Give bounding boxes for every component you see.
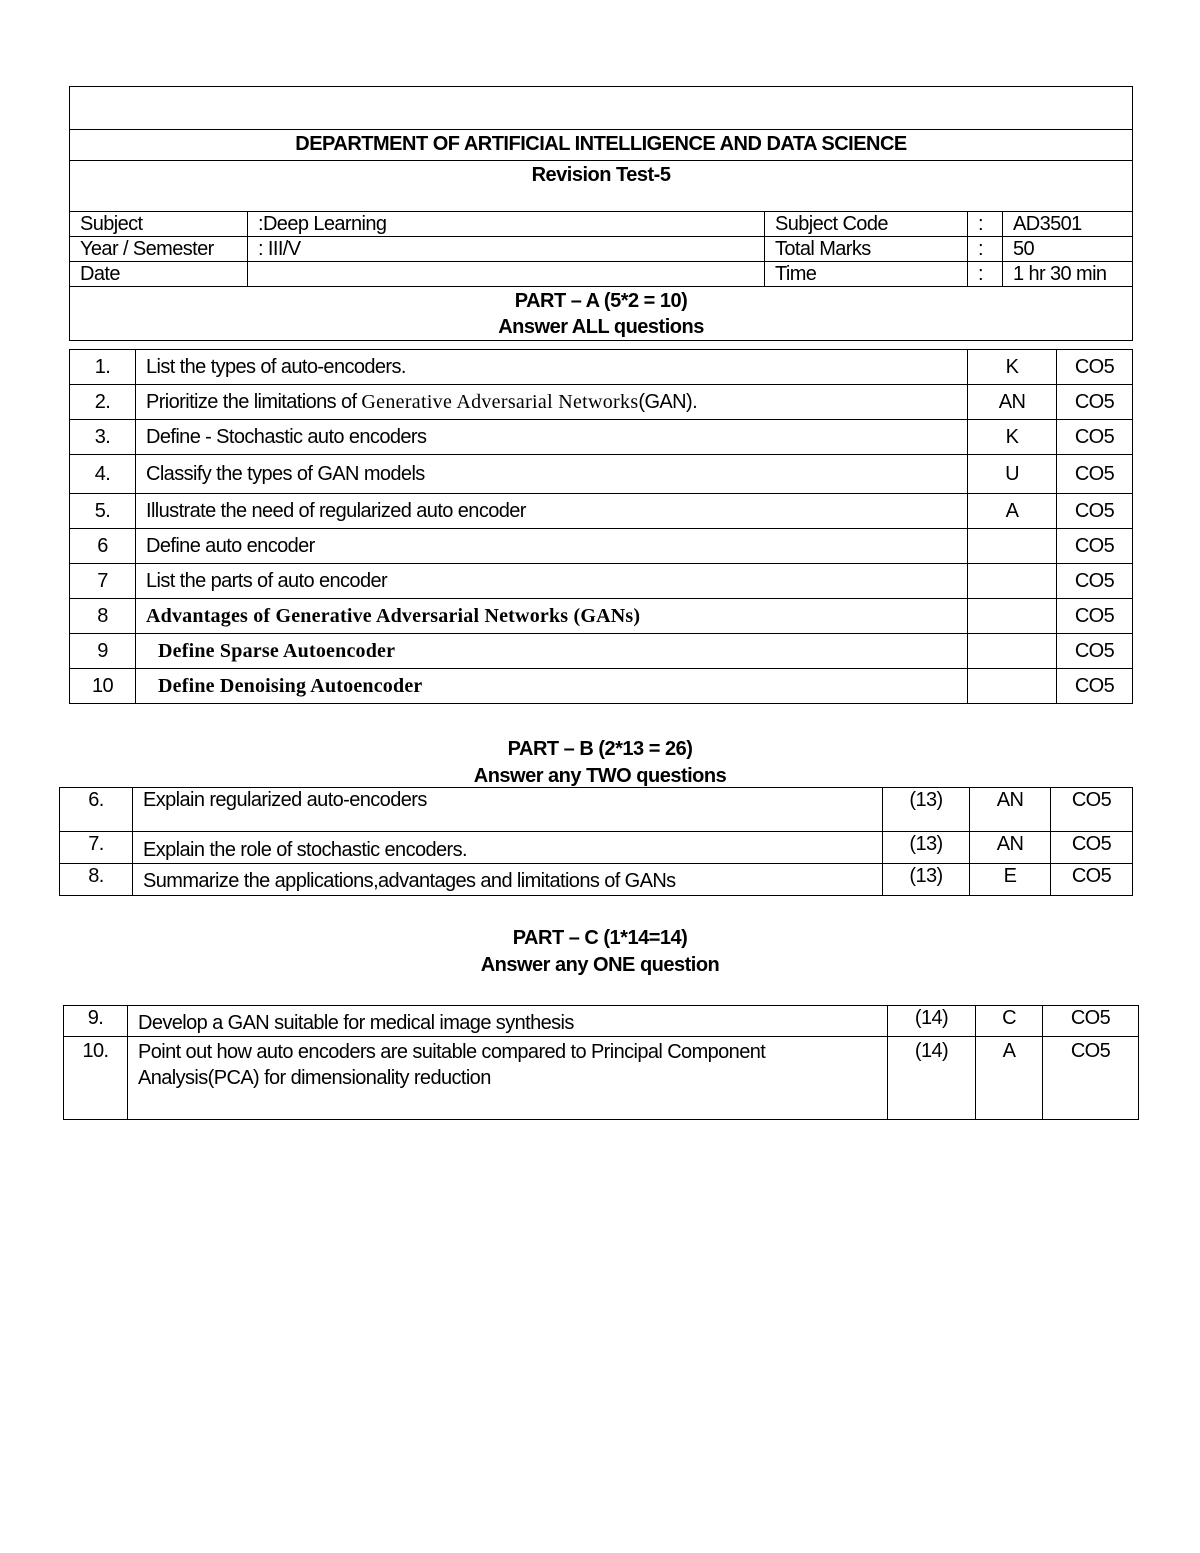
subject-row <box>70 212 1133 237</box>
course-outcome: CO5 <box>1057 564 1133 599</box>
table-row <box>60 832 1133 864</box>
part-c-title: PART – C (1*14=14) <box>512 927 688 949</box>
table-row <box>70 599 1133 634</box>
question-text: Define Sparse Autoencoder <box>136 634 968 669</box>
marks: (13) <box>883 832 970 864</box>
table-row <box>70 420 1133 455</box>
course-outcome: CO5 <box>1043 1037 1139 1120</box>
subject-label: Subject <box>70 212 248 237</box>
question-text-suffix: (GAN). <box>638 391 698 413</box>
question-text-serif: Generative Adversarial Networks <box>361 391 639 413</box>
part-a-title: PART – A (5*2 = 10) <box>514 290 688 312</box>
question-text: Point out how auto encoders are suitable compared to Principal Component Analysis(PCA) for dimensionality reduction <box>128 1037 888 1120</box>
question-text: Classify the types of GAN models <box>136 455 968 494</box>
knowledge-level <box>968 529 1057 564</box>
subject-code-label: Subject Code <box>765 212 968 237</box>
part-c-instruction: Answer any ONE question <box>480 954 720 976</box>
knowledge-level: E <box>970 864 1051 896</box>
department-title: DEPARTMENT OF ARTIFICIAL INTELLIGENCE AND DATA SCIENCE <box>70 130 1133 161</box>
question-text: List the types of auto-encoders. <box>136 350 968 385</box>
year-row <box>70 237 1133 262</box>
question-text: Explain regularized auto-encoders <box>133 788 883 832</box>
question-number: 2. <box>70 385 136 420</box>
question-number: 5. <box>70 494 136 529</box>
year-label: Year / Semester <box>70 237 248 262</box>
test-title: Revision Test-5 <box>70 161 1133 212</box>
course-outcome: CO5 <box>1057 634 1133 669</box>
course-outcome: CO5 <box>1051 832 1133 864</box>
knowledge-level: A <box>976 1037 1043 1120</box>
question-text: Illustrate the need of regularized auto encoder <box>136 494 968 529</box>
part-b-title: PART – B (2*13 = 26) <box>507 738 693 760</box>
course-outcome: CO5 <box>1057 455 1133 494</box>
subject-value: :Deep Learning <box>248 212 765 237</box>
part-c-heading <box>0 925 1200 979</box>
table-row <box>70 529 1133 564</box>
question-text: Summarize the applications,advantages and limitations of GANs <box>133 864 883 896</box>
question-text: Develop a GAN suitable for medical image synthesis <box>128 1006 888 1037</box>
question-text <box>136 385 968 420</box>
knowledge-level: U <box>968 455 1057 494</box>
question-text-prefix: Prioritize the limitations of <box>146 391 362 413</box>
question-number: 3. <box>70 420 136 455</box>
question-text: Advantages of Generative Adversarial Networks (GANs) <box>136 599 968 634</box>
header-blank-row <box>70 87 1133 130</box>
table-row <box>70 564 1133 599</box>
table-row <box>64 1006 1139 1037</box>
table-row <box>70 385 1133 420</box>
knowledge-level: AN <box>968 385 1057 420</box>
course-outcome: CO5 <box>1057 494 1133 529</box>
course-outcome: CO5 <box>1043 1006 1139 1037</box>
question-number: 10 <box>70 669 136 704</box>
part-a-instruction: Answer ALL questions <box>498 316 704 338</box>
question-text: Define auto encoder <box>136 529 968 564</box>
question-number: 9 <box>70 634 136 669</box>
exam-header-table <box>69 86 1133 341</box>
table-row <box>70 669 1133 704</box>
question-number: 9. <box>64 1006 128 1037</box>
year-value: : III/V <box>248 237 765 262</box>
question-number: 7. <box>60 832 133 864</box>
course-outcome: CO5 <box>1051 788 1133 832</box>
course-outcome: CO5 <box>1057 669 1133 704</box>
course-outcome: CO5 <box>1057 420 1133 455</box>
total-marks-value: 50 <box>1003 237 1133 262</box>
knowledge-level <box>968 669 1057 704</box>
part-a-table <box>69 349 1133 704</box>
part-b-instruction: Answer any TWO questions <box>473 765 727 787</box>
question-number: 6 <box>70 529 136 564</box>
date-row <box>70 262 1133 287</box>
knowledge-level: AN <box>970 788 1051 832</box>
knowledge-level: AN <box>970 832 1051 864</box>
total-marks-colon: : <box>968 237 1003 262</box>
table-row <box>70 634 1133 669</box>
question-number: 8. <box>60 864 133 896</box>
table-row <box>60 788 1133 832</box>
marks: (13) <box>883 864 970 896</box>
table-row <box>70 350 1133 385</box>
knowledge-level <box>968 634 1057 669</box>
knowledge-level <box>968 599 1057 634</box>
part-a-heading <box>70 287 1133 341</box>
subject-code-value: AD3501 <box>1003 212 1133 237</box>
time-colon: : <box>968 262 1003 287</box>
date-label: Date <box>70 262 248 287</box>
question-text: Define - Stochastic auto encoders <box>136 420 968 455</box>
part-b-heading <box>0 736 1200 790</box>
date-value <box>248 262 765 287</box>
time-value: 1 hr 30 min <box>1003 262 1133 287</box>
question-text: Define Denoising Autoencoder <box>136 669 968 704</box>
total-marks-label: Total Marks <box>765 237 968 262</box>
course-outcome: CO5 <box>1057 350 1133 385</box>
question-number: 8 <box>70 599 136 634</box>
question-number: 10. <box>64 1037 128 1120</box>
part-b-table <box>59 787 1133 896</box>
subject-code-colon: : <box>968 212 1003 237</box>
question-number: 7 <box>70 564 136 599</box>
knowledge-level: A <box>968 494 1057 529</box>
table-row <box>64 1037 1139 1120</box>
table-row <box>70 455 1133 494</box>
question-text: Explain the role of stochastic encoders. <box>133 832 883 864</box>
knowledge-level <box>968 564 1057 599</box>
question-number: 6. <box>60 788 133 832</box>
question-text: List the parts of auto encoder <box>136 564 968 599</box>
time-label: Time <box>765 262 968 287</box>
marks: (14) <box>888 1037 976 1120</box>
course-outcome: CO5 <box>1057 385 1133 420</box>
course-outcome: CO5 <box>1057 529 1133 564</box>
course-outcome: CO5 <box>1057 599 1133 634</box>
knowledge-level: K <box>968 350 1057 385</box>
question-number: 1. <box>70 350 136 385</box>
marks: (14) <box>888 1006 976 1037</box>
knowledge-level: K <box>968 420 1057 455</box>
part-c-table <box>63 1005 1139 1120</box>
table-row <box>60 864 1133 896</box>
marks: (13) <box>883 788 970 832</box>
course-outcome: CO5 <box>1051 864 1133 896</box>
table-row <box>70 494 1133 529</box>
question-number: 4. <box>70 455 136 494</box>
knowledge-level: C <box>976 1006 1043 1037</box>
